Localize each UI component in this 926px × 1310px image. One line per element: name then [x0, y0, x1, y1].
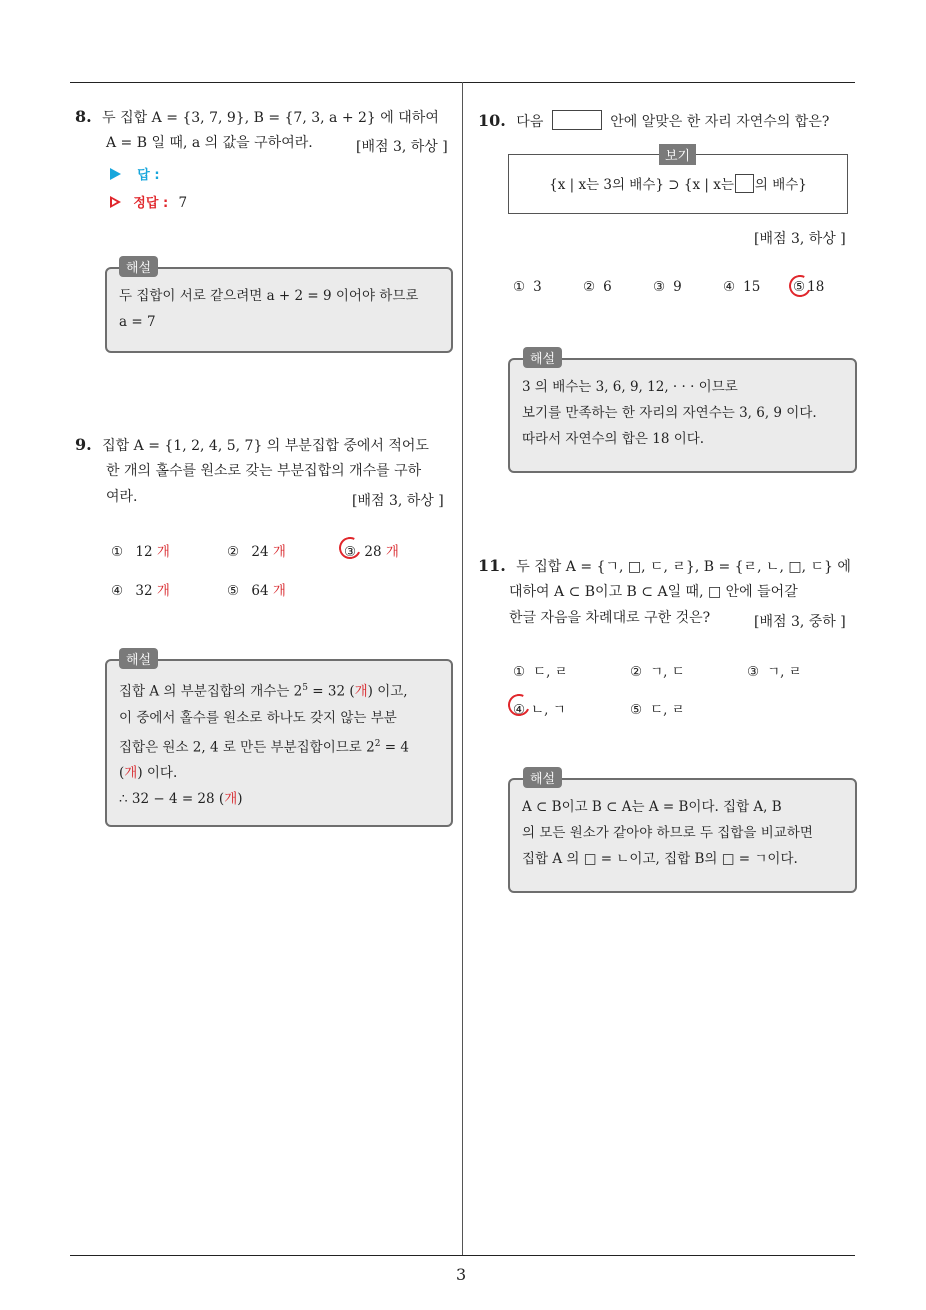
correct-answer-value: 7: [178, 195, 188, 211]
choice-value: 64: [251, 583, 269, 599]
small-blank-box: [735, 174, 754, 193]
question-text: 안에 알맞은 한 자리 자연수의 합은?: [610, 114, 830, 130]
play-arrow-icon: [110, 168, 121, 180]
choice-5[interactable]: [227, 579, 286, 599]
explanation-box: [508, 778, 857, 893]
explanation-box: [508, 358, 857, 473]
explanation-box: [105, 267, 453, 353]
choice-4[interactable]: ④ 15: [723, 279, 761, 295]
explanation-line: ∴ 32 − 4 = 28 (개): [119, 791, 243, 807]
choice-value: 28: [364, 544, 382, 560]
question-text: 다음: [516, 114, 544, 130]
question-11-stem: [478, 553, 851, 580]
score-label: [배점 3, 하상 ]: [356, 139, 448, 155]
question-10-stem: [478, 108, 829, 135]
bottom-rule: [70, 1255, 855, 1256]
choice-3[interactable]: ③ ㄱ, ㄹ: [747, 664, 802, 680]
question-8-stem: [75, 104, 439, 131]
choice-1[interactable]: ① ㄷ, ㄹ: [513, 664, 568, 680]
explanation-line: 집합은 원소 2, 4 로 만든 부분집합이므로 $2^2 = 4$: [119, 738, 409, 755]
question-11-stem-line2: 대하여 A ⊂ B이고 B ⊂ A일 때, □ 안에 들어갈: [509, 584, 798, 600]
explanation-line: 보기를 만족하는 한 자리의 자연수는 3, 6, 9 이다.: [522, 405, 817, 421]
explanation-line: 두 집합이 서로 같으려면 a + 2 = 9 이어야 하므로: [119, 288, 419, 304]
example-label: 보기: [659, 144, 696, 165]
choice-2[interactable]: ② 6: [583, 279, 612, 295]
choice-unit: 개: [272, 544, 286, 560]
score-label: [배점 3, 중하 ]: [754, 614, 846, 630]
column-divider: [462, 82, 463, 1255]
question-11-stem-line3: 한글 자음을 차례대로 구한 것은?: [509, 610, 711, 626]
explanation-line: (개) 이다.: [119, 765, 178, 781]
choice-value: 24: [251, 544, 269, 560]
score-label: [배점 3, 하상 ]: [352, 493, 444, 509]
choice-2[interactable]: [227, 540, 286, 560]
answer-blank-box: [552, 110, 602, 130]
choice-number: ①: [111, 544, 124, 560]
question-9-stem-line3: 여라.: [106, 489, 138, 505]
choice-unit: 개: [272, 583, 286, 599]
explanation-label: 해설: [523, 767, 562, 788]
question-9-stem: [75, 432, 429, 459]
choice-unit: 개: [156, 544, 170, 560]
choice-2[interactable]: ② ㄱ, ㄷ: [630, 664, 685, 680]
choice-number: ⑤: [227, 583, 240, 599]
question-number: 8.: [75, 107, 92, 126]
explanation-line: 집합 A 의 부분집합의 개수는 $2^5 = 32$ (개) 이고,: [119, 683, 408, 700]
question-line: 집합 A = {1, 2, 4, 5, 7} 의 부분집합 중에서 적어도: [102, 438, 429, 454]
page-number: 3: [456, 1265, 467, 1284]
explanation-label: 해설: [523, 347, 562, 368]
example-content: {x | x는 3의 배수} ⊃ {x | x는 의 배수}: [509, 173, 847, 193]
explanation-box: [105, 659, 453, 827]
choice-5[interactable]: ⑤ 18: [793, 279, 825, 295]
answer-label: 답 :: [137, 168, 160, 183]
choice-3[interactable]: ③ 9: [653, 279, 682, 295]
explanation-line: a = 7: [119, 314, 156, 330]
question-line: 두 집합 A = {ㄱ, □, ㄷ, ㄹ}, B = {ㄹ, ㄴ, □, ㄷ} 에: [516, 559, 851, 575]
choice-value: 32: [135, 583, 153, 599]
choice-4[interactable]: ④ ㄴ, ㄱ: [513, 702, 566, 718]
correct-answer-row: [110, 192, 187, 211]
explanation-line: 따라서 자연수의 합은 18 이다.: [522, 431, 705, 447]
question-line: 두 집합 A = {3, 7, 9}, B = {7, 3, a + 2} 에 대하여: [102, 110, 439, 126]
selected-choice-mark: [786, 272, 814, 300]
choice-unit: 개: [385, 544, 399, 560]
choice-1[interactable]: ① 3: [513, 279, 542, 295]
explanation-label: 해설: [119, 648, 158, 669]
choice-unit: 개: [156, 583, 170, 599]
choice-number: ②: [227, 544, 240, 560]
outline-arrow-icon: [110, 196, 121, 208]
question-9-stem-line2: 한 개의 홀수를 원소로 갖는 부분집합의 개수를 구하: [106, 463, 422, 479]
choice-number: ③: [344, 544, 357, 560]
explanation-line: A ⊂ B이고 B ⊂ A는 A = B이다. 집합 A, B: [522, 799, 782, 815]
explanation-line: 이 중에서 홀수를 원소로 하나도 갖지 않는 부분: [119, 709, 397, 726]
explanation-line: 3 의 배수는 3, 6, 9, 12, · · · 이므로: [522, 379, 738, 395]
score-label: [배점 3, 하상 ]: [754, 231, 846, 247]
correct-answer-label: 정답 :: [133, 196, 169, 211]
choice-1[interactable]: [111, 540, 170, 560]
choice-value: 12: [135, 544, 153, 560]
answer-row: [110, 164, 160, 183]
choice-number: ④: [111, 583, 124, 599]
question-number: 11.: [478, 556, 506, 575]
explanation-line: 의 모든 원소가 같아야 하므로 두 집합을 비교하면: [522, 825, 813, 841]
question-8-stem-line2: A = B 일 때, a 의 값을 구하여라.: [106, 135, 313, 151]
question-number: 10.: [478, 111, 506, 130]
explanation-label: 해설: [119, 256, 158, 277]
explanation-line: 집합 A 의 □ = ㄴ이고, 집합 B의 □ = ㄱ이다.: [522, 851, 798, 867]
question-number: 9.: [75, 435, 92, 454]
choice-5[interactable]: ⑤ ㄷ, ㄹ: [630, 702, 685, 718]
choice-4[interactable]: [111, 579, 170, 599]
